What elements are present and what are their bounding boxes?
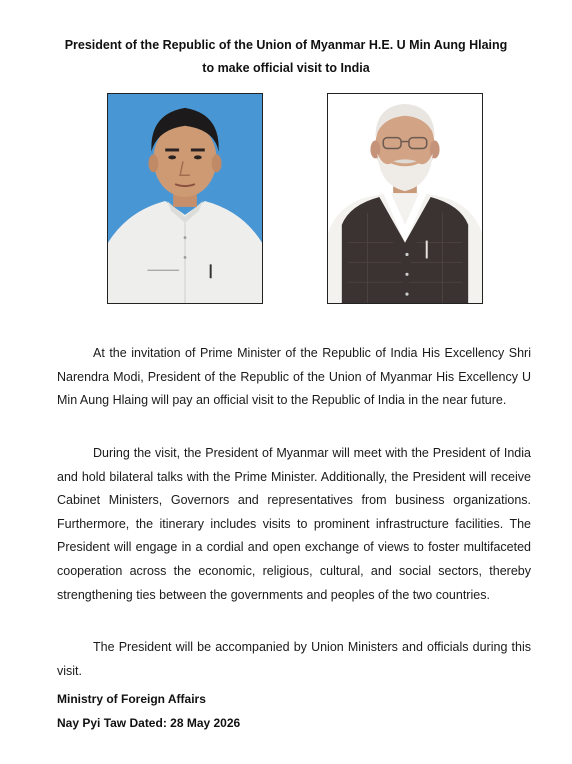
portrait-photo-right — [327, 93, 483, 304]
body-paragraph-1: At the invitation of Prime Minister of the Republic of India His Excellency Shri Narendra Modi, President of the Republic of the Union of Myanmar His Excellency U Min Aung Hlaing will pay an official visit to the Republic of India in the near future. — [57, 346, 531, 408]
document-title-line-2: to make official visit to India — [202, 61, 370, 75]
document-title-line-1: President of the Republic of the Union of Myanmar H.E. U Min Aung Hlaing — [64, 38, 508, 52]
portrait-left-image — [108, 94, 262, 303]
body-paragraph-2: During the visit, the President of Myanmar will meet with the President of India and hold bilateral talks with the Prime Minister. Additionally, the President will receive Cabinet Ministers, Governors and representatives from business organizations. Furthermore, the itinerary includes visits to prominent infrastructure facilities. The President will engage in a cordial and open exchange of views to foster multifaceted cooperation across the economic, religious, cultural, and social sectors, thereby strengthening ties between the governments and peoples of the two countries. — [57, 446, 531, 602]
signature-place-date: Nay Pyi Taw Dated: 28 May 2026 — [57, 716, 241, 730]
body-paragraph-3: The President will be accompanied by Union Ministers and officials during this visit. — [57, 640, 531, 678]
signature-ministry: Ministry of Foreign Affairs — [57, 692, 206, 706]
portrait-photo-left — [107, 93, 263, 304]
portrait-right-image — [328, 94, 482, 303]
